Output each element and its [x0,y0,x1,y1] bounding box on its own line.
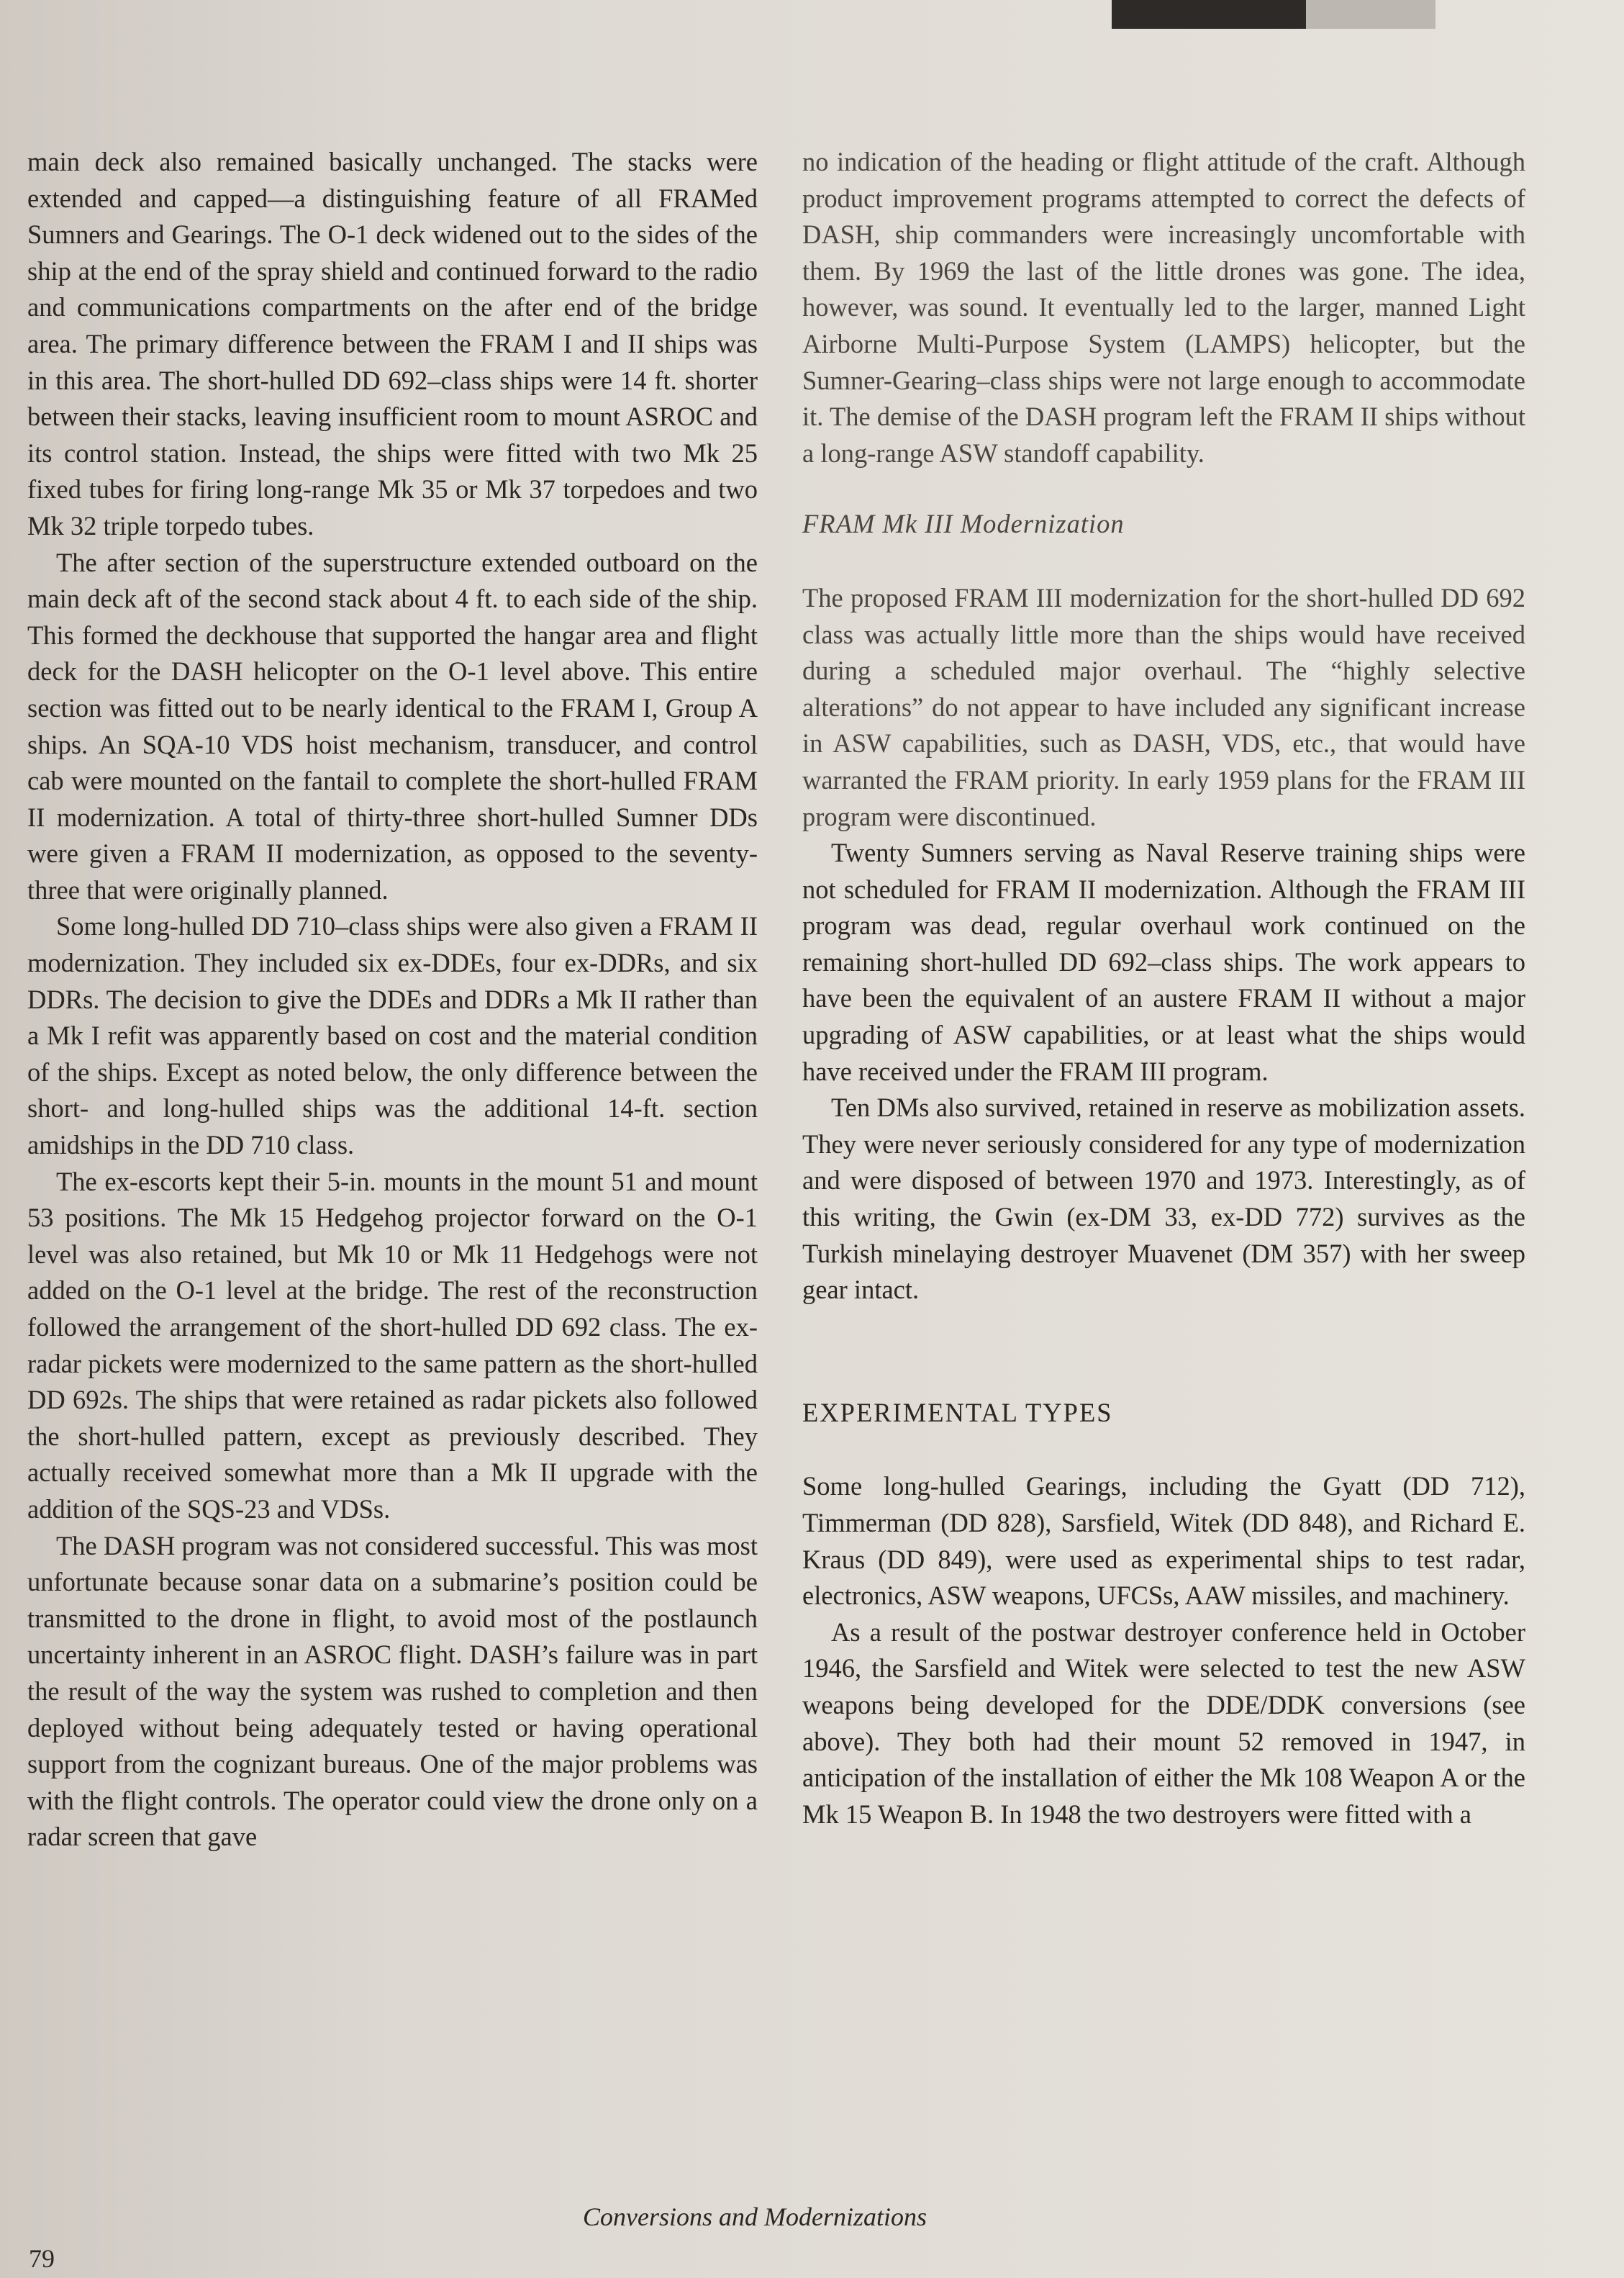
paragraph: The proposed FRAM III modernization for the short-hulled DD 692 class was actually little more than the ships would have received during a scheduled major overhaul. The “highly selective alterations” do not appear to have included any significant increase in ASW capabilities, such as DASH, VDS, etc., that would have warranted the FRAM priority. In early 1959 plans for the FRAM III program were discontinued. [802,582,1525,831]
paragraph: no indication of the heading or flight attitude of the craft. Although product improvement programs attempted to correct the defects of DASH, ship commanders were increasingly uncomfortable with them. By 1969 the last of the little drones was gone. The idea, however, was sound. It eventually led to the larger, manned Light Airborne Multi-Purpose System (LAMPS) helicopter, but the Sumner-Gearing–class ships were not large enough to accommodate it. The demise of the DASH program left the FRAM II ships without a long-range ASW standoff capability. [802,147,1525,468]
photo-edge-light [1306,0,1435,29]
subsection-heading: FRAM Mk III Modernization [802,509,1125,539]
right-column [802,144,1525,1832]
paragraph: Some long-hulled Gearings, including the Gyatt (DD 712), Timmerman (DD 828), Sarsfield, Witek (DD 848), and Richard E. Kraus (DD 849), were used as experimental ships to test radar, electronics, ASW weapons, UFCSs, AAW missiles, and machinery. [802,1471,1525,1611]
paragraph: Ten DMs also survived, retained in reserve as mobilization assets. They were never seriously considered for any type of modernization and were disposed of between 1970 and 1973. Interestingly, as of this writing, the Gwin (ex-DM 33, ex-DD 772) survives as the Turkish minelaying destroyer Muavenet (DM 357) with her sweep gear intact. [802,1093,1525,1305]
section-heading: EXPERIMENTAL TYPES [802,1397,1113,1427]
running-footer: Conversions and Modernizations [583,2202,927,2231]
paragraph: The DASH program was not considered successful. This was most unfortunate because sonar data on a submarine’s position could be transmitted to the drone in flight, to avoid most of the postlaunch uncertainty inherent in an ASROC flight. DASH’s failure was in part the result of the way the system was rushed to completion and then deployed without being adequately tested or having operational support from the cognizant bureaus. One of the major problems was with the flight controls. The operator could view the drone only on a radar screen that gave [27,1530,758,1852]
left-column [27,144,758,1856]
photo-edge [1112,0,1306,29]
paragraph: Some long-hulled DD 710–class ships were also given a FRAM II modernization. They included six ex-DDEs, four ex-DDRs, and six DDRs. The decision to give the DDEs and DDRs a Mk II rather than a Mk I refit was apparently based on cost and the material condition of the ships. Except as noted below, the only difference between the short- and long-hulled ships was the additional 14-ft. section amidships in the DD 710 class. [27,911,758,1160]
paragraph: The after section of the superstructure extended outboard on the main deck aft of the second stack about 4 ft. to each side of the ship. This formed the deckhouse that supported the hangar area and flight deck for the DASH helicopter on the O-1 level above. This entire section was fitted out to be nearly identical to the FRAM I, Group A ships. An SQA-10 VDS hoist mechanism, transducer, and control cab were mounted on the fantail to complete the short-hulled FRAM II modernization. A total of thirty-three short-hulled Sumner DDs were given a FRAM II modernization, as opposed to the seventy-three that were originally planned. [27,547,758,905]
paragraph: The ex-escorts kept their 5-in. mounts in the mount 51 and mount 53 positions. The Mk 15 Hedgehog projector forward on the O-1 level was also retained, but Mk 10 or Mk 11 Hedgehogs were not added on the O-1 level at the bridge. The rest of the reconstruction followed the arrangement of the short-hulled DD 692 class. The ex-radar pickets were modernized to the same pattern as the short-hulled DD 692s. The ships that were retained as radar pickets also followed the short-hulled pattern, except as previously described. They actually received somewhat more than a Mk II upgrade with the addition of the SQS-23 and VDSs. [27,1166,758,1524]
paragraph: Twenty Sumners serving as Naval Reserve training ships were not scheduled for FRAM II modernization. Although the FRAM III program was dead, regular overhaul work continued on the remaining short-hulled DD 692–class ships. The work appears to have been the equivalent of an austere FRAM II without a major upgrading of ASW capabilities, or at least what the ships would have received under the FRAM III program. [802,838,1525,1086]
paragraph: As a result of the postwar destroyer conference held in October 1946, the Sarsfield and Witek were selected to test the new ASW weapons being developed for the DDE/DDK conversions (see above). They both had their mount 52 removed in 1947, in anticipation of the installation of either the Mk 108 Weapon A or the Mk 15 Weapon B. In 1948 the two destroyers were fitted with a [802,1617,1525,1829]
page-number: 79 [29,2244,55,2273]
paragraph: main deck also remained basically unchanged. The stacks were extended and capped—a distinguishing feature of all FRAMed Sumners and Gearings. The O-1 deck widened out to the sides of the ship at the end of the spray shield and continued forward to the radio and communications compartments on the after end of the bridge area. The primary difference between the FRAM I and II ships was in this area. The short-hulled DD 692–class ships were 14 ft. shorter between their stacks, leaving insufficient room to mount ASROC and its control station. Instead, the ships were fitted with two Mk 25 fixed tubes for firing long-range Mk 35 or Mk 37 torpedoes and two Mk 32 triple torpedo tubes. [27,147,758,541]
